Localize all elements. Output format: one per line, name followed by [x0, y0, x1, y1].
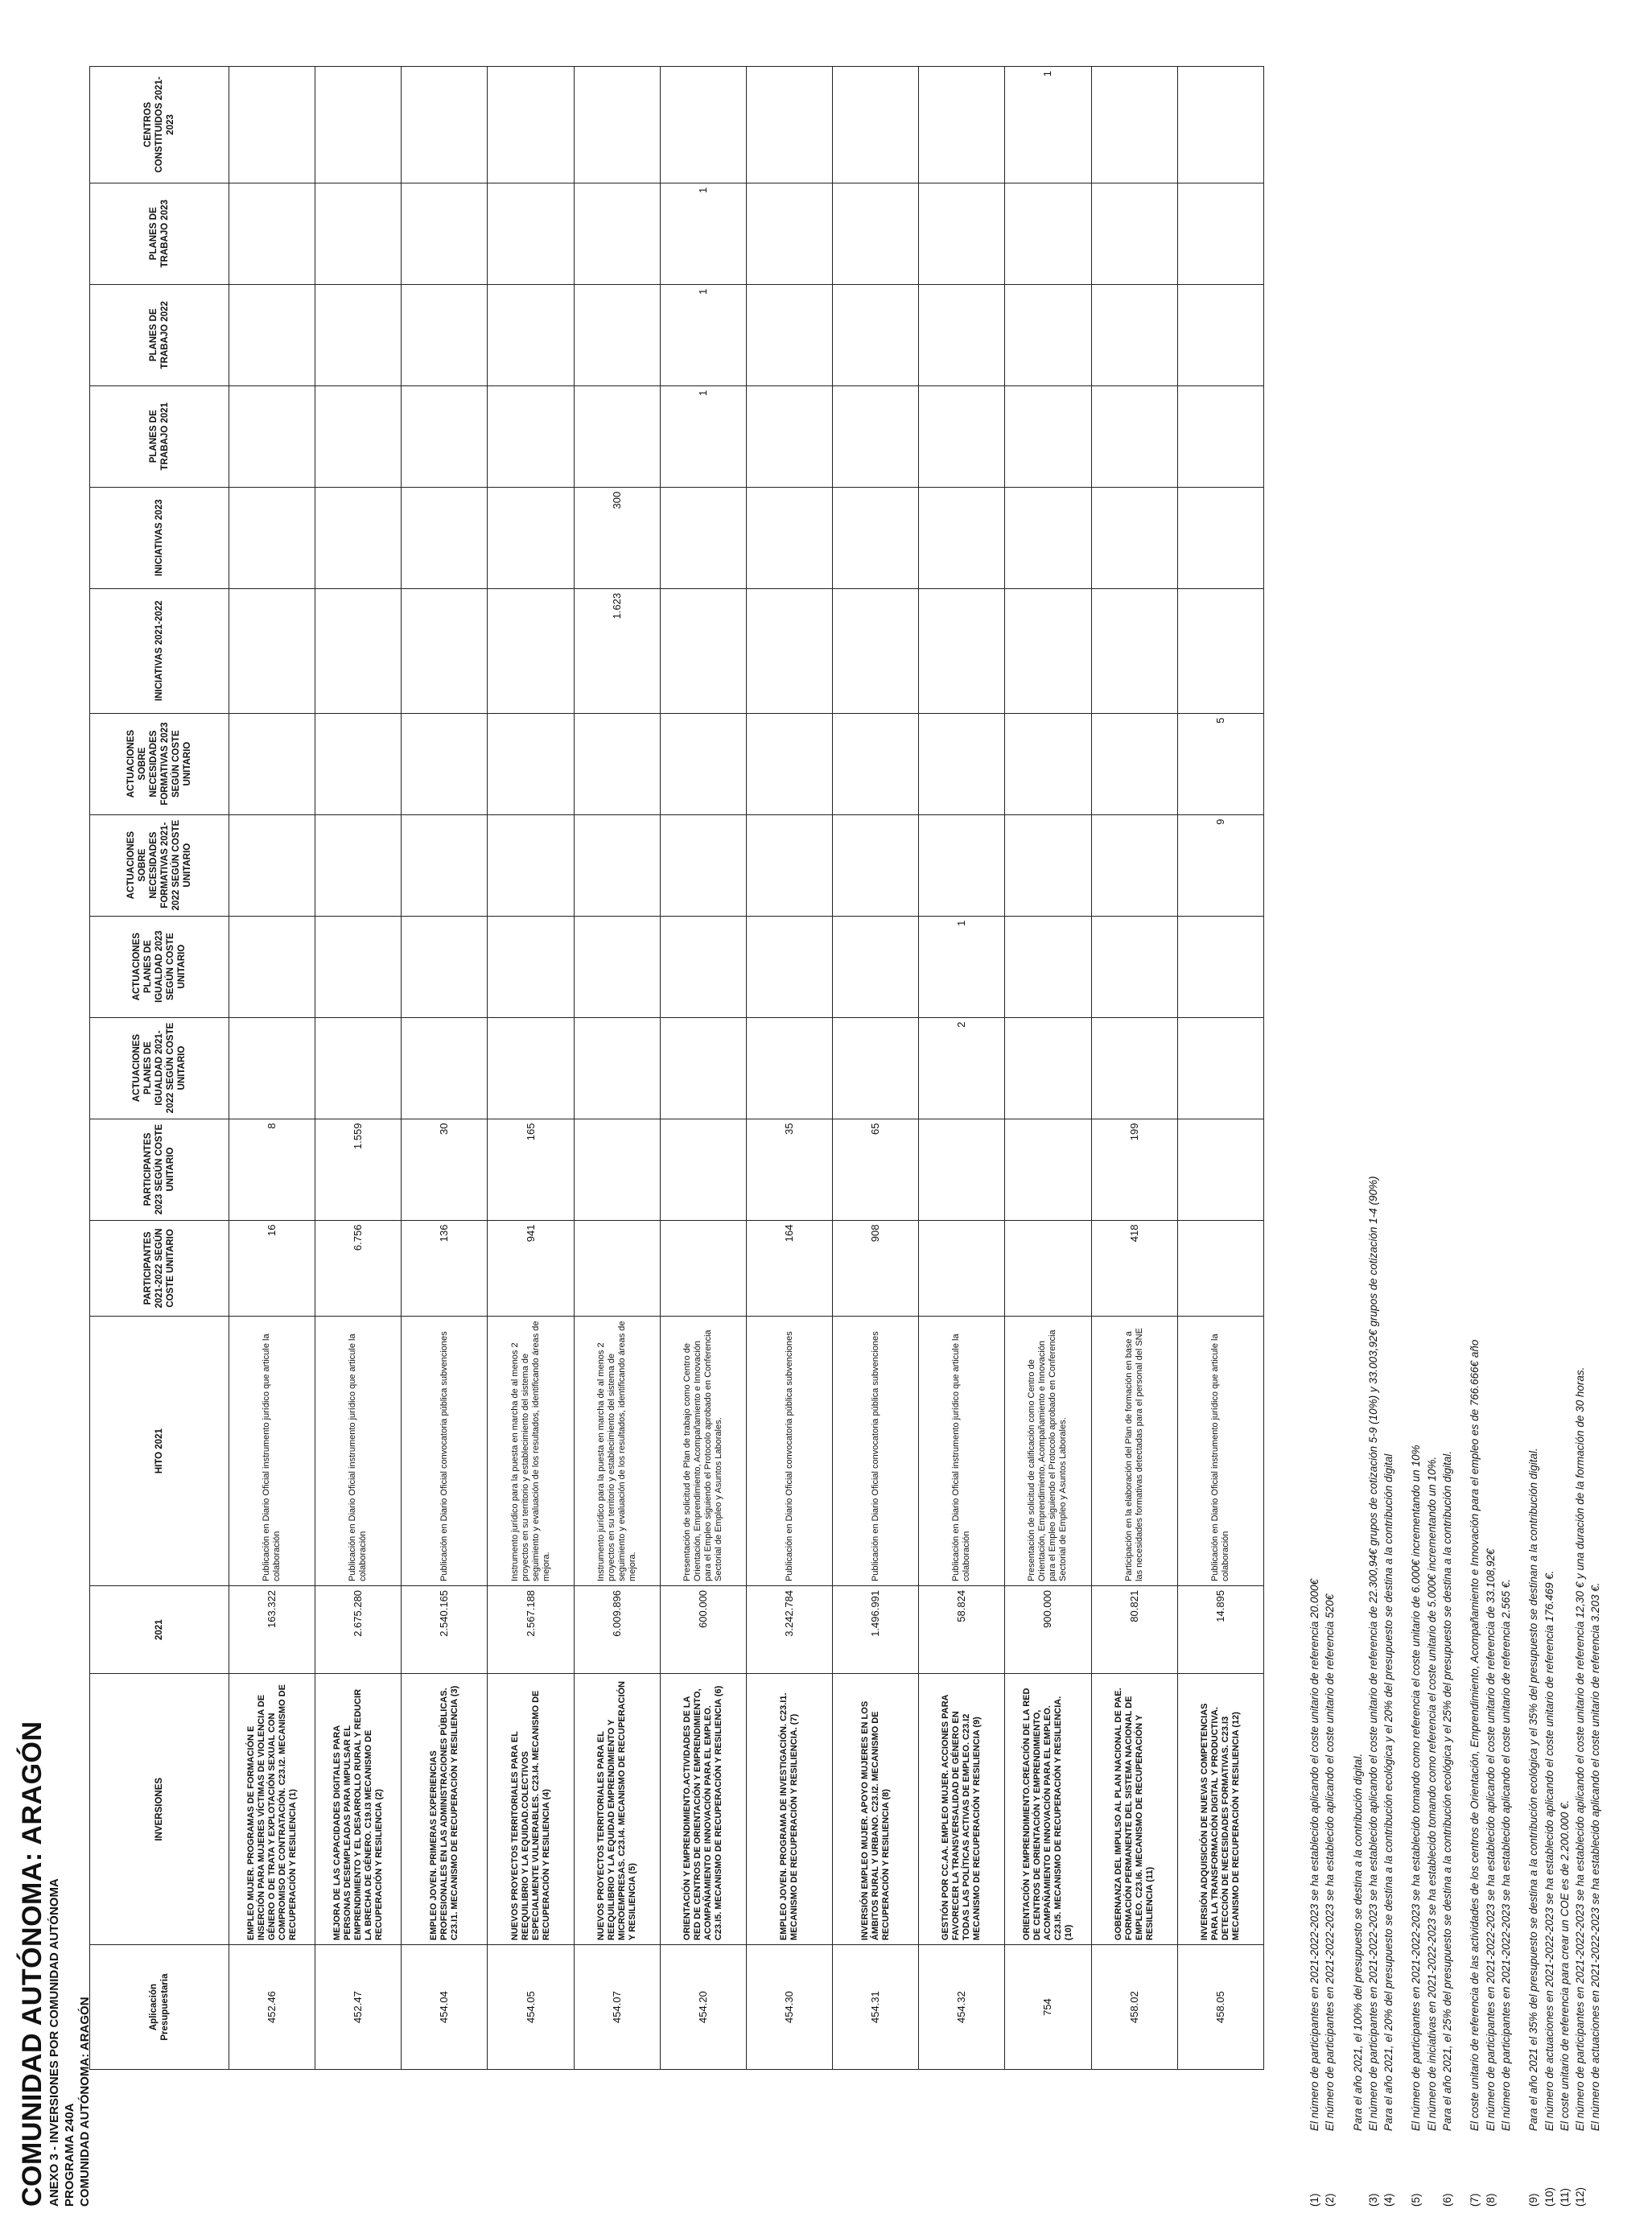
- table-row: [833, 67, 919, 2070]
- footnote: [1483, 74, 1498, 2207]
- table-row: [660, 67, 746, 2070]
- cell-iniciativas-2021-2022: [833, 588, 919, 713]
- cell-planes-trabajo-2023: [1091, 183, 1177, 284]
- cell-iniciativas-2023: [229, 487, 315, 588]
- footnote-number: (9): [1527, 2193, 1540, 2207]
- column-header: ACTUACIONES SOBRE NECESIDADES FORMATIVAS 2021-2022 SEGÚN COSTE UNITARIO: [90, 814, 229, 916]
- cell-centros-constituidos: [919, 67, 1005, 183]
- cell-planes-igualdad-2023: [488, 916, 574, 1017]
- footnote-text: El número de participantes en 2021-2022-2023 se ha establecido aplicando el coste unitario de referencia 12,30 € y una duración de la formación de 30 horas.: [1574, 1366, 1587, 2131]
- cell-planes-trabajo-2021: 1: [660, 385, 746, 487]
- footnote-text: El coste unitario de referencia de las actividades de los centros de Orientación, Emprendimiento, Acompañamiento e Innovación para el empleo es de 766.666€ año: [1469, 1339, 1481, 2131]
- cell-importe-2021: 2.567.188: [488, 1585, 574, 1673]
- cell-importe-2021: 900.000: [1005, 1585, 1091, 1673]
- cell-planes-trabajo-2022: [229, 284, 315, 385]
- cell-importe-2021: 80.821: [1091, 1585, 1177, 1673]
- cell-planes-trabajo-2022: [574, 284, 660, 385]
- cell-centros-constituidos: [488, 67, 574, 183]
- cell-participantes-2023: 199: [1091, 1119, 1177, 1220]
- cell-planes-trabajo-2023: [574, 183, 660, 284]
- cell-aplicacion: 452.47: [315, 1945, 402, 2070]
- cell-necesidades-formativas-2023: [1091, 713, 1177, 814]
- cell-importe-2021: 14.895: [1177, 1585, 1263, 1673]
- cell-hito-2021: Publicación en Diario Oficial convocatoria pública subvenciones: [402, 1317, 488, 1586]
- cell-planes-trabajo-2022: 1: [660, 284, 746, 385]
- cell-iniciativas-2023: [1091, 487, 1177, 588]
- column-header: PARTICIPANTES 2021-2022 SEGÚN COSTE UNITARIO: [90, 1220, 229, 1317]
- cell-centros-constituidos: [660, 67, 746, 183]
- cell-planes-igualdad-2023: [660, 916, 746, 1017]
- cell-hito-2021: Publicación en Diario Oficial convocatoria pública subvenciones: [833, 1317, 919, 1586]
- page-title: COMUNIDAD AUTÓNOMA: ARAGÓN: [17, 1721, 47, 2207]
- cell-iniciativas-2023: [919, 487, 1005, 588]
- cell-aplicacion: 458.02: [1091, 1945, 1177, 2070]
- cell-inversion: EMPLEO MUJER. PROGRAMAS DE FORMACIÓN E INSERCIÓN PARA MUJERES VÍCTIMAS DE VIOLENCIA DE GÉNERO O DE TRATA Y EXPLOTACIÓN SEXUAL CON COMPROMISO DE CONTRATACIÓN. C23.I2. MECANISMO DE RECUPERACIÓN Y RESILIENCIA (1): [229, 1674, 315, 1945]
- cell-necesidades-formativas-2021-2022: 9: [1177, 814, 1263, 916]
- cell-planes-igualdad-2023: [1177, 916, 1263, 1017]
- column-header: PLANES DE TRABAJO 2023: [90, 183, 229, 284]
- footnote-text: El número de participantes en 2021-2022-2023 se ha establecido aplicando el coste unitario de referencia 20.000€: [1308, 1579, 1320, 2131]
- cell-planes-trabajo-2021: [746, 385, 832, 487]
- cell-inversion: EMPLEO JOVEN. PROGRAMA DE INVESTIGACIÓN. C23.I1. MECANISMO DE RECUPERACIÓN Y RESILIENCIA. (7): [746, 1674, 832, 1945]
- cell-necesidades-formativas-2021-2022: [919, 814, 1005, 916]
- cell-inversion: INVERSIÓN ADQUISICIÓN DE NUEVAS COMPETENCIAS PARA LA TRANSFORMACIÓN DIGITAL Y PRODUCTIVA. DETECCIÓN DE NECESIDADES FORMATIVAS. C23.I3 MECANISMO DE RECUPERACIÓN Y RESILIENCIA (12): [1177, 1674, 1263, 1945]
- cell-iniciativas-2021-2022: [488, 588, 574, 713]
- footnote-text: El número de participantes en 2021-2022-2023 se ha establecido aplicando el coste unitario de referencia 2.565 €.: [1499, 1579, 1512, 2131]
- cell-participantes-2021-2022: 164: [746, 1220, 832, 1317]
- footnote: [1542, 74, 1557, 2207]
- cell-aplicacion: 454.31: [833, 1945, 919, 2070]
- cell-iniciativas-2023: [746, 487, 832, 588]
- cell-planes-trabajo-2022: [488, 284, 574, 385]
- cell-iniciativas-2023: [488, 487, 574, 588]
- table-body: [229, 67, 1264, 2070]
- footnote-number: (4): [1382, 2193, 1395, 2207]
- cell-inversion: GOBERNANZA DEL IMPULSO AL PLAN NACIONAL DE PAE. FORMACIÓN PERMANENTE DEL SISTEMA NACIONAL DE EMPLEO. C23.I6. MECANISMO DE RECUPERACIÓN Y RESILIENCIA (11): [1091, 1674, 1177, 1945]
- column-header: INVERSIONES: [90, 1674, 229, 1945]
- column-header: INICIATIVAS 2021-2022: [90, 588, 229, 713]
- cell-iniciativas-2021-2022: [315, 588, 402, 713]
- cell-necesidades-formativas-2023: [833, 713, 919, 814]
- cell-necesidades-formativas-2021-2022: [833, 814, 919, 916]
- footnote-number: (12): [1574, 2187, 1587, 2207]
- cell-necesidades-formativas-2023: [488, 713, 574, 814]
- cell-necesidades-formativas-2023: [574, 713, 660, 814]
- cell-importe-2021: 163.322: [229, 1585, 315, 1673]
- cell-necesidades-formativas-2021-2022: [1005, 814, 1091, 916]
- cell-participantes-2021-2022: 6.756: [315, 1220, 402, 1317]
- cell-planes-igualdad-2021-2022: [746, 1017, 832, 1119]
- cell-planes-igualdad-2021-2022: [402, 1017, 488, 1119]
- footnote: [1307, 74, 1322, 2207]
- cell-iniciativas-2021-2022: [1091, 588, 1177, 713]
- cell-participantes-2023: [574, 1119, 660, 1220]
- cell-planes-trabajo-2021: [833, 385, 919, 487]
- cell-participantes-2023: 65: [833, 1119, 919, 1220]
- table-row: [1091, 67, 1177, 2070]
- footnote-text: El número de iniciativas en 2021-2022-2023 se ha establecido tomando como referencia el coste unitario de 5.000€ incrementando un 10%.: [1425, 1456, 1438, 2131]
- cell-planes-igualdad-2023: 1: [919, 916, 1005, 1017]
- cell-participantes-2021-2022: 908: [833, 1220, 919, 1317]
- cell-importe-2021: 58.824: [919, 1585, 1005, 1673]
- footnote-number: (2): [1324, 2193, 1337, 2207]
- cell-planes-trabajo-2023: [488, 183, 574, 284]
- footnote: [1588, 74, 1603, 2207]
- cell-centros-constituidos: [315, 67, 402, 183]
- cell-iniciativas-2023: [315, 487, 402, 588]
- cell-aplicacion: 452.46: [229, 1945, 315, 2070]
- cell-planes-trabajo-2022: [1177, 284, 1263, 385]
- footnote-number: (10): [1543, 2187, 1555, 2207]
- rotated-document-page: [10, 19, 1643, 2224]
- community-label: COMUNIDAD AUTÓNOMA: ARAGÓN: [78, 1997, 92, 2207]
- cell-necesidades-formativas-2021-2022: [402, 814, 488, 916]
- cell-necesidades-formativas-2023: [746, 713, 832, 814]
- column-header: ACTUACIONES PLANES DE IGUALDAD 2021-2022 SEGÚN COSTE UNITARIO: [90, 1017, 229, 1119]
- footnote-number: (11): [1558, 2187, 1571, 2207]
- footnote: [1526, 74, 1541, 2207]
- footnote-text: Para el año 2021, el 20% del presupuesto se destina a la contribución ecológica y el 20% del presupuesto se destina a la contribución digital: [1382, 1453, 1395, 2131]
- cell-planes-trabajo-2023: [1177, 183, 1263, 284]
- cell-planes-trabajo-2022: [402, 284, 488, 385]
- cell-planes-trabajo-2023: [402, 183, 488, 284]
- cell-hito-2021: Publicación en Diario Oficial instrumento jurídico que articule la colaboración: [229, 1317, 315, 1586]
- cell-participantes-2023: 8: [229, 1119, 315, 1220]
- cell-iniciativas-2023: [660, 487, 746, 588]
- table-row: [488, 67, 574, 2070]
- cell-planes-trabajo-2022: [1091, 284, 1177, 385]
- column-header: HITO 2021: [90, 1317, 229, 1586]
- footnote-number: (6): [1441, 2193, 1454, 2207]
- cell-necesidades-formativas-2023: [919, 713, 1005, 814]
- cell-planes-trabajo-2023: [315, 183, 402, 284]
- footnote: [1467, 74, 1482, 2207]
- footnote: [1498, 74, 1514, 2207]
- cell-hito-2021: Publicación en Diario Oficial instrumento jurídico que articule la colaboración: [1177, 1317, 1263, 1586]
- footnote-number: (8): [1484, 2193, 1497, 2207]
- cell-hito-2021: Instrumento jurídico para la puesta en marcha de al menos 2 proyectos en su territorio y establecimiento del sistema de seguimiento y evaluación de los resultados, identificando áreas de mejora.: [488, 1317, 574, 1586]
- program-label: PROGRAMA 240A: [63, 2103, 76, 2207]
- table-row: [919, 67, 1005, 2070]
- cell-participantes-2021-2022: [919, 1220, 1005, 1317]
- cell-importe-2021: 3.242.784: [746, 1585, 832, 1673]
- footnote-text: Para el año 2021 el 35% del presupuesto se destina a la contribución ecológica y el 35% del presupuesto se destinan a la contribución digital.: [1527, 1448, 1540, 2131]
- cell-aplicacion: 754: [1005, 1945, 1091, 2070]
- cell-planes-igualdad-2021-2022: [315, 1017, 402, 1119]
- cell-aplicacion: 454.20: [660, 1945, 746, 2070]
- cell-planes-igualdad-2023: [229, 916, 315, 1017]
- cell-planes-trabajo-2021: [1091, 385, 1177, 487]
- cell-planes-trabajo-2021: [1005, 385, 1091, 487]
- cell-necesidades-formativas-2021-2022: [574, 814, 660, 916]
- cell-participantes-2023: [1177, 1119, 1263, 1220]
- table-row: [574, 67, 660, 2070]
- cell-importe-2021: 6.009.896: [574, 1585, 660, 1673]
- cell-planes-trabajo-2022: [746, 284, 832, 385]
- cell-planes-trabajo-2023: [1005, 183, 1091, 284]
- cell-inversion: NUEVOS PROYECTOS TERRITORIALES PARA EL REEQUILIBRIO Y LA EQUIDAD.COLECTIVOS ESPECIALMENTE VULNERABLES. C23.I4. MECANISMO DE RECUPERACIÓN Y RESILIENCIA (4): [488, 1674, 574, 1945]
- table-header-row: [90, 67, 229, 2070]
- cell-importe-2021: 2.675.280: [315, 1585, 402, 1673]
- cell-iniciativas-2021-2022: [919, 588, 1005, 713]
- cell-planes-trabajo-2021: [488, 385, 574, 487]
- cell-necesidades-formativas-2021-2022: [660, 814, 746, 916]
- cell-inversion: MEJORA DE LAS CAPACIDADES DIGITALES PARA PERSONAS DESEMPLEADAS PARA IMPULSAR EL EMPRENDIMIENTO Y EL DESARROLLO RURAL Y REDUCIR LA BRECHA DE GÉNERO. C19.I3 MECANISMO DE RECUPERACIÓN Y RESILIENCIA (2): [315, 1674, 402, 1945]
- cell-participantes-2021-2022: 418: [1091, 1220, 1177, 1317]
- cell-planes-igualdad-2021-2022: [229, 1017, 315, 1119]
- cell-hito-2021: Participación en la elaboración del Plan de formación en base a las necesidades formativas detectadas para el personal del SNE: [1091, 1317, 1177, 1586]
- column-header: ACTUACIONES PLANES DE IGUALDAD 2023 SEGÚN COSTE UNITARIO: [90, 916, 229, 1017]
- table-row: [1177, 67, 1263, 2070]
- cell-iniciativas-2021-2022: [229, 588, 315, 713]
- table-row: [402, 67, 488, 2070]
- cell-inversion: GESTIÓN POR CC.AA. EMPLEO MUJER. ACCIONES PARA FAVORECER LA TRANSVERSALIDAD DE GÉNERO EN TODAS LAS POLÍTICAS ACTIVAS DE EMPLEO. C23.I2 MECANISMO DE RECUPERACIÓN Y RESILIENCIA (9): [919, 1674, 1005, 1945]
- cell-aplicacion: 454.04: [402, 1945, 488, 2070]
- cell-importe-2021: 2.540.165: [402, 1585, 488, 1673]
- cell-centros-constituidos: [1091, 67, 1177, 183]
- cell-planes-trabajo-2022: [833, 284, 919, 385]
- footnote-text: El coste unitario de referencia para crear un COE es de 2.200.000 €.: [1558, 1799, 1571, 2131]
- cell-iniciativas-2023: [833, 487, 919, 588]
- footnote: [1366, 74, 1381, 2207]
- cell-importe-2021: 1.496.991: [833, 1585, 919, 1673]
- cell-centros-constituidos: [1177, 67, 1263, 183]
- cell-planes-trabajo-2021: [315, 385, 402, 487]
- footnote-number: (1): [1308, 2193, 1320, 2207]
- cell-participantes-2021-2022: [660, 1220, 746, 1317]
- cell-iniciativas-2021-2022: [402, 588, 488, 713]
- cell-planes-igualdad-2021-2022: [1177, 1017, 1263, 1119]
- cell-planes-trabajo-2022: [315, 284, 402, 385]
- table-row: [229, 67, 315, 2070]
- cell-planes-igualdad-2023: [1005, 916, 1091, 1017]
- cell-hito-2021: Publicación en Diario Oficial instrumento jurídico que articule la colaboración: [315, 1317, 402, 1586]
- footnote-number: (3): [1366, 2193, 1379, 2207]
- cell-hito-2021: Presentación de solicitud de Plan de trabajo como Centro de Orientación, Emprendimiento, Acompañamiento e Innovación para el Empleo siguiendo el Protocolo aprobado en Conferencia Sectorial de Empleo y Asuntos Laborales.: [660, 1317, 746, 1586]
- cell-planes-trabajo-2021: [1177, 385, 1263, 487]
- footnote-text: Para el año 2021, el 25% del presupuesto se destina a la contribución ecológica y el 25% del presupuesto se destina a la contribución digital.: [1441, 1450, 1454, 2131]
- table-row: [315, 67, 402, 2070]
- footnote-text: Para el año 2021, el 100% del presupuesto se destina a la contribución digital.: [1351, 1753, 1364, 2131]
- footnote: [1408, 74, 1423, 2207]
- cell-planes-trabajo-2022: [1005, 284, 1091, 385]
- footnote: [1440, 74, 1455, 2207]
- column-header: PLANES DE TRABAJO 2022: [90, 284, 229, 385]
- cell-necesidades-formativas-2021-2022: [229, 814, 315, 916]
- footnotes: [1307, 74, 1604, 2207]
- cell-iniciativas-2023: 300: [574, 487, 660, 588]
- cell-necesidades-formativas-2023: [229, 713, 315, 814]
- footnote: [1350, 74, 1366, 2207]
- cell-participantes-2023: [660, 1119, 746, 1220]
- cell-planes-igualdad-2021-2022: [574, 1017, 660, 1119]
- cell-planes-igualdad-2021-2022: [488, 1017, 574, 1119]
- cell-necesidades-formativas-2021-2022: [488, 814, 574, 916]
- column-header: CENTROS CONSTITUIDOS 2021-2023: [90, 67, 229, 183]
- cell-inversion: NUEVOS PROYECTOS TERRITORIALES PARA EL REEQUILIBRIO Y LA EQUIDAD EMPRENDIMIENTO Y MICROEMPRESAS. C23.I4. MECANISMO DE RECUPERACIÓN Y RESILIENCIA (5): [574, 1674, 660, 1945]
- cell-participantes-2021-2022: [574, 1220, 660, 1317]
- footnote-text: El número de participantes en 2021-2022-2023 se ha establecido aplicando el coste unitario de referencia de 33.108,92€: [1484, 1548, 1497, 2131]
- footnote: [1557, 74, 1572, 2207]
- footnote: [1424, 74, 1440, 2207]
- cell-planes-igualdad-2021-2022: [660, 1017, 746, 1119]
- cell-aplicacion: 454.07: [574, 1945, 660, 2070]
- cell-iniciativas-2021-2022: [746, 588, 832, 713]
- footnote-text: El número de participantes en 2021-2022-2023 se ha establecido aplicando el coste unitario de referencia de 22.300,94€ grupos de cotización 5-9 (10%) y 33.003,92€ grupos de cotización 1-4 (90%): [1366, 1176, 1379, 2131]
- cell-planes-igualdad-2021-2022: [1005, 1017, 1091, 1119]
- cell-participantes-2021-2022: [1177, 1220, 1263, 1317]
- column-header: PLANES DE TRABAJO 2021: [90, 385, 229, 487]
- footnote-text: El número de actuaciones en 2021-2022-2023 se ha establecido aplicando el coste unitario de referencia 176.469 €.: [1543, 1570, 1555, 2131]
- cell-centros-constituidos: [229, 67, 315, 183]
- cell-centros-constituidos: [402, 67, 488, 183]
- cell-aplicacion: 454.30: [746, 1945, 832, 2070]
- table-row: [1005, 67, 1091, 2070]
- cell-hito-2021: Publicación en Diario Oficial convocatoria pública subvenciones: [746, 1317, 832, 1586]
- cell-aplicacion: 458.05: [1177, 1945, 1263, 2070]
- cell-participantes-2023: 30: [402, 1119, 488, 1220]
- document-header: [18, 1721, 93, 2207]
- footnote: [1572, 74, 1588, 2207]
- cell-inversion: INVERSIÓN EMPLEO MUJER. APOYO MUJERES EN LOS ÁMBITOS RURAL Y URBANO. C23.I2. MECANISMO DE RECUPERACIÓN Y RESILIENCIA (8): [833, 1674, 919, 1945]
- footnote-number: (7): [1469, 2193, 1481, 2207]
- cell-planes-igualdad-2023: [1091, 916, 1177, 1017]
- cell-aplicacion: 454.05: [488, 1945, 574, 2070]
- cell-iniciativas-2023: [1005, 487, 1091, 588]
- cell-importe-2021: 600.000: [660, 1585, 746, 1673]
- cell-planes-trabajo-2021: [574, 385, 660, 487]
- column-header: INICIATIVAS 2023: [90, 487, 229, 588]
- cell-planes-igualdad-2023: [746, 916, 832, 1017]
- column-header: PARTICIPANTES 2023 SEGÚN COSTE UNITARIO: [90, 1119, 229, 1220]
- cell-planes-trabajo-2021: [919, 385, 1005, 487]
- footnote: [1322, 74, 1337, 2207]
- cell-planes-igualdad-2021-2022: [1091, 1017, 1177, 1119]
- cell-planes-trabajo-2023: [229, 183, 315, 284]
- annex-subtitle: ANEXO 3 - INVERSIONES POR COMUNIDAD AUTÓNOMA: [47, 1878, 61, 2207]
- footnote-text: El número de participantes en 2021-2022-2023 se ha establecido aplicando el coste unitario de referencia 520€: [1324, 1593, 1337, 2131]
- cell-planes-trabajo-2023: [919, 183, 1005, 284]
- cell-planes-igualdad-2023: [574, 916, 660, 1017]
- cell-participantes-2021-2022: 16: [229, 1220, 315, 1317]
- cell-hito-2021: Instrumento jurídico para la puesta en marcha de al menos 2 proyectos en su territorio y establecimiento del sistema de seguimiento y evaluación de los resultados, identificando áreas de mejora.: [574, 1317, 660, 1586]
- cell-participantes-2023: [1005, 1119, 1091, 1220]
- investments-table: [89, 66, 1264, 2070]
- footnote: [1381, 74, 1396, 2207]
- cell-iniciativas-2021-2022: 1.623: [574, 588, 660, 713]
- cell-necesidades-formativas-2023: [660, 713, 746, 814]
- cell-iniciativas-2023: [1177, 487, 1263, 588]
- cell-necesidades-formativas-2023: [1005, 713, 1091, 814]
- cell-centros-constituidos: [574, 67, 660, 183]
- cell-participantes-2023: 1.559: [315, 1119, 402, 1220]
- column-header: ACTUACIONES SOBRE NECESIDADES FORMATIVAS 2023 SEGÚN COSTE UNITARIO: [90, 713, 229, 814]
- cell-participantes-2023: 165: [488, 1119, 574, 1220]
- column-header: Aplicación Presupuestaria: [90, 1945, 229, 2070]
- cell-centros-constituidos: [746, 67, 832, 183]
- table-row: [746, 67, 832, 2070]
- cell-aplicacion: 454.32: [919, 1945, 1005, 2070]
- cell-necesidades-formativas-2023: [315, 713, 402, 814]
- cell-iniciativas-2021-2022: [660, 588, 746, 713]
- cell-planes-igualdad-2023: [315, 916, 402, 1017]
- cell-centros-constituidos: [833, 67, 919, 183]
- cell-planes-trabajo-2023: [746, 183, 832, 284]
- cell-hito-2021: Presentación de solicitud de calificación como Centro de Orientación, Emprendimiento, Acompañamiento e Innovación para el Empleo siguiendo el Protocolo aprobado en Conferencia Sectorial de Empleo y Asuntos Laborales.: [1005, 1317, 1091, 1586]
- cell-inversion: EMPLEO JOVEN. PRIMERAS EXPERIENCIAS PROFESIONALES EN LAS ADMINISTRACIONES PÚBLICAS. C23.I1. MECANISMO DE RECUPERACIÓN Y RESILIENCIA (3): [402, 1674, 488, 1945]
- footnote-text: El número de participantes en 2021-2022-2023 se ha establecido tomando como referencia el coste unitario de 6.000€ incrementando un 10%: [1410, 1445, 1423, 2131]
- cell-participantes-2023: 35: [746, 1119, 832, 1220]
- cell-necesidades-formativas-2021-2022: [315, 814, 402, 916]
- cell-planes-trabajo-2023: 1: [660, 183, 746, 284]
- cell-necesidades-formativas-2023: 5: [1177, 713, 1263, 814]
- footnote-number: (5): [1410, 2193, 1423, 2207]
- cell-planes-igualdad-2023: [833, 916, 919, 1017]
- cell-centros-constituidos: 1: [1005, 67, 1091, 183]
- cell-necesidades-formativas-2021-2022: [746, 814, 832, 916]
- cell-inversion: ORIENTACIÓN Y EMPRENDIMIENTO.ACTIVIDADES DE LA RED DE CENTROS DE ORIENTACIÓN Y EMPRENDIMIENTO, ACOMPAÑAMIENTO E INNOVACIÓN PARA EL EMPLEO. C23.I5. MECANISMO DE RECUPERACIÓN Y RESILIENCIA (6): [660, 1674, 746, 1945]
- cell-iniciativas-2023: [402, 487, 488, 588]
- cell-planes-trabajo-2021: [229, 385, 315, 487]
- cell-iniciativas-2021-2022: [1177, 588, 1263, 713]
- cell-planes-trabajo-2022: [919, 284, 1005, 385]
- footnote-text: El número de actuaciones en 2021-2022-2023 se ha establecido aplicando el coste unitario de referencia 3.203 €.: [1589, 1582, 1602, 2131]
- cell-necesidades-formativas-2023: [402, 713, 488, 814]
- cell-planes-igualdad-2023: [402, 916, 488, 1017]
- cell-planes-trabajo-2023: [833, 183, 919, 284]
- cell-participantes-2021-2022: 941: [488, 1220, 574, 1317]
- cell-participantes-2021-2022: 136: [402, 1220, 488, 1317]
- cell-iniciativas-2021-2022: [1005, 588, 1091, 713]
- cell-planes-trabajo-2021: [402, 385, 488, 487]
- cell-participantes-2021-2022: [1005, 1220, 1091, 1317]
- column-header: 2021: [90, 1585, 229, 1673]
- cell-necesidades-formativas-2021-2022: [1091, 814, 1177, 916]
- cell-planes-igualdad-2021-2022: [833, 1017, 919, 1119]
- cell-inversion: ORIENTACIÓN Y EMPRENDIMIENTO.CREACIÓN DE LA RED DE CENTROS DE ORIENTACIÓN Y EMPRENDIMIENTO, ACOMPAÑAMIENTO E INNOVACIÓN PARA EL EMPLEO. C23.I5. MECANISMO DE RECUPERACIÓN Y RESILIENCIA. (10): [1005, 1674, 1091, 1945]
- cell-participantes-2023: [919, 1119, 1005, 1220]
- cell-hito-2021: Publicación en Diario Oficial instrumento jurídico que articule la colaboración: [919, 1317, 1005, 1586]
- cell-planes-igualdad-2021-2022: 2: [919, 1017, 1005, 1119]
